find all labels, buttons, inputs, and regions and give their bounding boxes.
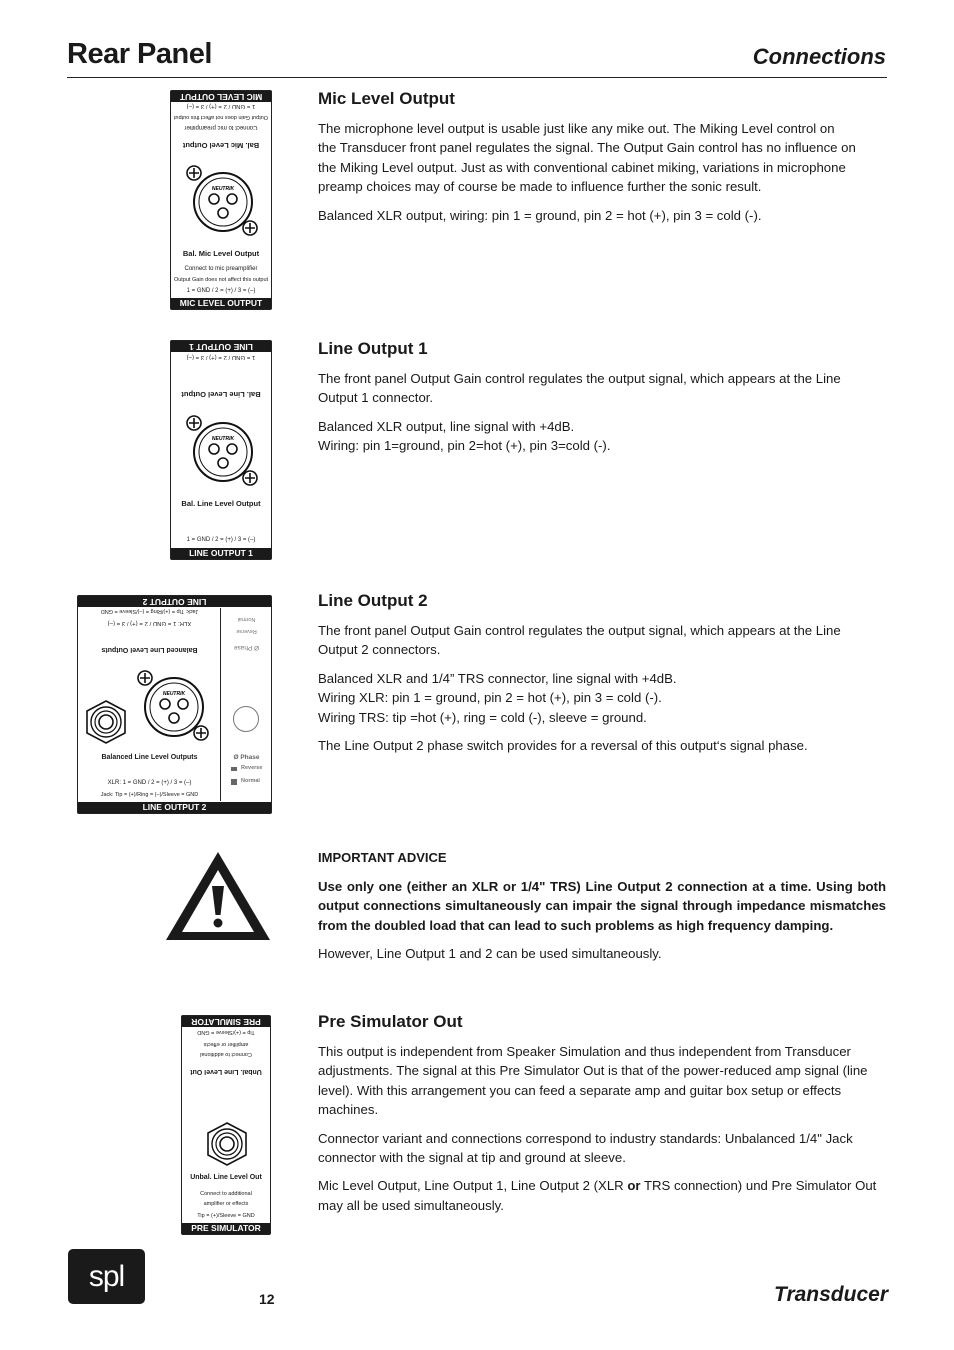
product-name: Transducer [774, 1283, 888, 1306]
section-heading: Mic Level Output [318, 89, 455, 108]
panel-bar-flipped: MIC LEVEL OUTPUT [171, 91, 271, 102]
spl-logo-icon [68, 1249, 145, 1304]
pre-simulator-out-section [318, 1012, 886, 1224]
paragraph: Mic Level Output, Line Output 1, Line Output 2 (XLR or TRS connection) und Pre Simulator Out may all be used simultaneously. [318, 1178, 877, 1213]
panel-label-flipped: Unbal. Line Level Out [190, 1068, 262, 1075]
paragraph: Connector variant and connections correspond to industry standards: Unbalanced 1/4" Jack connector with the signal at tip and ground at sleeve. [318, 1130, 853, 1166]
paragraph: The front panel Output Gain control regulates the output signal, which appears at the Line Output 2 connectors. [318, 623, 841, 658]
phase-switch-icon[interactable] [232, 705, 260, 733]
panel-wiring-xlr-flipped: XLR: 1 = GND / 2 = (+) / 3 = (–) [107, 620, 192, 626]
panel-wiring: 1 = GND / 2 = (+) / 3 = (–) [186, 288, 256, 294]
paragraph: Balanced XLR output, wiring: pin 1 = ground, pin 2 = hot (+), pin 3 = cold (-). [318, 207, 762, 223]
panel-label: Balanced Line Level Outputs [101, 754, 198, 761]
panel-label: Bal. Mic Level Output [182, 249, 260, 258]
panel-note1-flipped: Connect to additional [200, 1051, 252, 1057]
panel-note1-flipped: Connect to mic preamplifier [184, 124, 258, 130]
jack-connector-icon [205, 1121, 249, 1167]
panel-bar: LINE OUTPUT 2 [78, 802, 271, 813]
panel-label: Unbal. Line Level Out [190, 1174, 262, 1181]
panel-note1: Connect to mic preamplifier [184, 266, 258, 272]
xlr-connector-icon [184, 413, 262, 489]
reverse-label-flipped: Reverse [236, 628, 257, 634]
paragraph: This output is independent from Speaker Simulation and thus independent from Transducer adjustments. The signal at this Pre Simulator Out is that of the power-reduced amp signal (line level). With this arrangement you can feed a separate amp and guitar box setup or effects machines. [318, 1044, 868, 1118]
panel-note2: Output Gain does not affect this output [173, 277, 269, 283]
advice-bold-paragraph: Use only one (either an XLR or 1/4" TRS) Line Output 2 connection at a time. Using both output connections simultaneously can impair the signal through impedance mismatches from the doubled load that can lead to such problems as high frequency damping. [318, 879, 886, 933]
header-rule [67, 77, 887, 78]
reverse-label: Reverse [241, 765, 263, 771]
normal-label: Normal [241, 778, 260, 784]
logo-text: spl [88, 1260, 125, 1293]
panel-bar-flipped: LINE OUTPUT 1 [171, 341, 271, 352]
phase-switch-area [220, 608, 272, 801]
panel-note2-flipped: Output Gain does not affect this output [173, 114, 269, 120]
paragraph: Balanced XLR output, line signal with +4dB. Wiring: pin 1=ground, pin 2=hot (+), pin 3=cold (-). [318, 418, 611, 454]
line-output-2-panel [77, 595, 272, 814]
normal-indicator-icon [231, 779, 237, 785]
panel-note2-flipped: amplifier or effects [203, 1041, 249, 1047]
paragraph: The Line Output 2 phase switch provides for a reversal of this output‘s signal phase. [318, 738, 808, 754]
section-heading: Pre Simulator Out [318, 1012, 463, 1031]
panel-label: Bal. Line Level Output [181, 499, 261, 508]
paragraph: However, Line Output 1 and 2 can be used simultaneously. [318, 946, 662, 962]
brand-mark: NEUTRIK [211, 186, 235, 192]
line-output-1-section [318, 339, 886, 465]
section-heading: Line Output 2 [318, 591, 428, 610]
mic-level-output-panel [170, 90, 272, 310]
page-number: 12 [259, 1291, 275, 1307]
panel-wiring: Tip = (+)/Sleeve = GND [197, 1213, 255, 1219]
page-title: Rear Panel [67, 38, 212, 70]
panel-label-flipped: Bal. Line Level Output [181, 390, 261, 399]
jack-connector-icon [84, 699, 128, 745]
panel-bar: MIC LEVEL OUTPUT [171, 298, 271, 309]
panel-wiring-flipped: Tip = (+)/Sleeve = GND [197, 1029, 255, 1035]
paragraph: The front panel Output Gain control regulates the output signal, which appears at the Line Output 1 connector. [318, 371, 841, 406]
warning-triangle-icon [162, 848, 274, 944]
xlr-connector-icon [184, 163, 262, 239]
reverse-indicator-icon [231, 767, 237, 771]
xlr-connector-icon [135, 668, 213, 744]
important-advice-section [318, 850, 886, 973]
panel-wiring-jack-flipped: Jack: Tip = (+)/Ring = (–)/Sleeve = GND [100, 608, 199, 614]
pre-simulator-out-panel [181, 1006, 271, 1244]
phase-label: Ø Phase [233, 754, 260, 761]
paragraph: Balanced XLR and 1/4” TRS connector, line signal with +4dB. Wiring XLR: pin 1 = ground, pin 2 = hot (+), pin 3 = cold (-). Wiring TRS: tip =hot (+), ring = cold (-), sleeve = ground. [318, 670, 677, 725]
panel-bar-flipped: PRE SIMULATOR OUT [182, 1016, 270, 1027]
panel-note1: Connect to additional [200, 1191, 252, 1197]
phase-label-flipped: Ø Phase [233, 644, 260, 651]
panel-wiring-jack: Jack: Tip = (+)/Ring = (–)/Sleeve = GND [100, 792, 199, 798]
mic-level-output-section [318, 89, 886, 234]
normal-label-flipped: Normal [237, 616, 256, 622]
panel-bar: PRE SIMULATOR OUT [182, 1223, 270, 1234]
panel-label-flipped: Bal. Mic Level Output [182, 141, 260, 150]
panel-wiring-flipped: 1 = GND / 2 = (+) / 3 = (–) [186, 354, 256, 360]
panel-bar: LINE OUTPUT 1 [171, 548, 271, 559]
panel-label-flipped: Balanced Line Level Outputs [101, 646, 198, 653]
spl-logo [68, 1249, 145, 1304]
brand-mark: NEUTRIK [211, 436, 235, 442]
brand-mark: NEUTRIK [162, 691, 186, 697]
advice-title: IMPORTANT ADVICE [318, 850, 447, 865]
panel-bar-flipped: LINE OUTPUT 2 [78, 596, 271, 607]
section-heading: Line Output 1 [318, 339, 428, 358]
paragraph: The microphone level output is usable just like any mike out. The Miking Level control on the Transducer front panel regulates the signal. The Output Gain control has no influence on the Miking Level output. Just as with conventional cabinet miking, variations in microphone preamp choices may of course be made to influence further the sonic result. [318, 121, 856, 195]
section-title: Connections [752, 44, 886, 69]
panel-wiring-flipped: 1 = GND / 2 = (+) / 3 = (–) [186, 103, 256, 109]
panel-note2: amplifier or effects [203, 1201, 249, 1207]
line-output-2-section [318, 591, 886, 764]
panel-wiring-xlr: XLR: 1 = GND / 2 = (+) / 3 = (–) [107, 780, 192, 786]
panel-wiring: 1 = GND / 2 = (+) / 3 = (–) [186, 537, 256, 543]
line-output-1-panel [170, 340, 272, 560]
